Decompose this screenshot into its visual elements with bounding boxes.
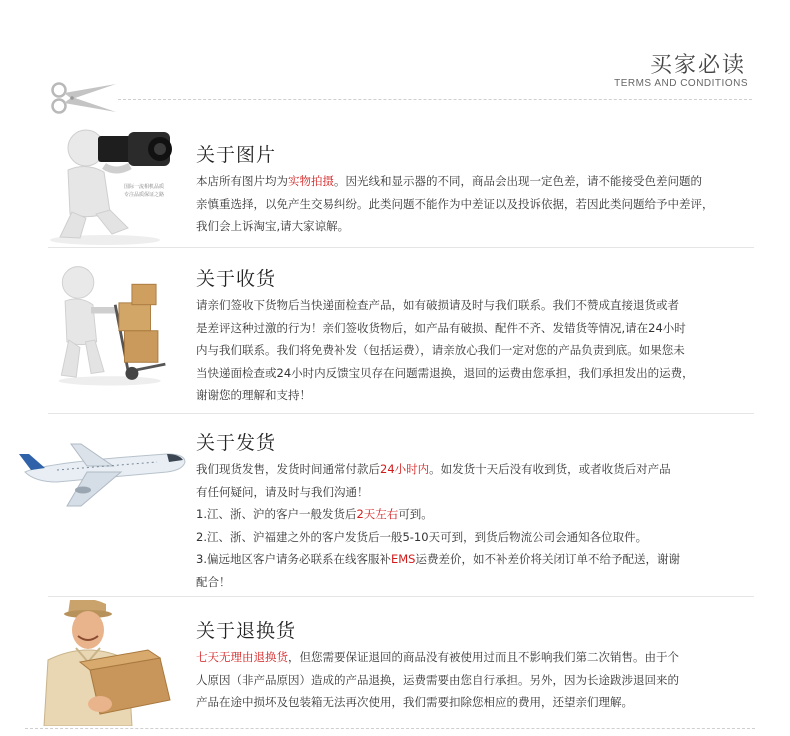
- section-photos: [0, 118, 790, 248]
- body-line: 有任何疑问，请及时与我们沟通！: [196, 484, 369, 499]
- highlight: 七天无理由退换货: [196, 650, 288, 664]
- body-line: 2.江、浙、沪福建之外的客户发货后一般5-10天可到，到货后物流公司会通知各位取件。: [196, 529, 648, 544]
- section-divider: [48, 413, 754, 414]
- body-line: 亲慎重选择，以免产生交易纠纷。此类问题不能作为中差证以及投诉依据，若因此类问题给予中差评，: [196, 196, 714, 211]
- body-line: 1.江、浙、沪的客户一般发货后2天左右可到。: [196, 507, 433, 521]
- body-line: 我们会上诉淘宝,请大家谅解。: [196, 219, 350, 233]
- hand-truck-figure-icon: [20, 262, 190, 392]
- highlight: 2天左右: [356, 507, 399, 521]
- highlight: 实物拍摄: [288, 174, 334, 188]
- body-line: 本店所有图片均为实物拍摄。因光线和显示器的不同，商品会出现一定色差，请不能接受色差问题的: [196, 174, 702, 188]
- section-title: 关于退换货: [196, 620, 297, 642]
- body-line: 是差评这种过激的行为！亲们签收货物后，如产品有破损、配件不齐、发错货等情况,请在24小时: [196, 320, 686, 335]
- camera-caption-1: 国际一流相机品质: [124, 184, 165, 190]
- section-receiving: [0, 250, 790, 410]
- body-line: 人原因（非产品原因）造成的产品退换，运费需要由您自行承担。另外，因为长途跋涉退回来的: [196, 672, 679, 687]
- header-divider: [118, 99, 752, 100]
- body-line: 配合！: [196, 574, 231, 589]
- section-body: [196, 646, 756, 714]
- section-body: [196, 458, 756, 593]
- body-line: 3.偏远地区客户请务必联系在线客服补EMS运费差价，如不补差价将关闭订单不给予配送，谢谢: [196, 552, 680, 566]
- camera-figure-icon: [20, 122, 190, 247]
- section-title: 关于图片: [196, 144, 277, 166]
- scissors-icon: [50, 80, 120, 116]
- page-subtitle: TERMS AND CONDITIONS: [614, 78, 748, 89]
- body-line: 请亲们签收下货物后当快递面检查产品，如有破损请及时与我们联系。我们不赞成直接退货或者: [196, 298, 679, 312]
- airplane-icon: [14, 432, 190, 512]
- highlight: EMS: [390, 552, 416, 566]
- section-title: 关于发货: [196, 432, 277, 454]
- body-line: 我们现货发售，发货时间通常付款后24小时内。如发货十天后没有收到货，或者收货后对产品: [196, 462, 671, 476]
- highlight: 24小时内: [380, 462, 430, 476]
- page-title: 买家必读: [649, 53, 746, 78]
- section-returns: [0, 598, 790, 726]
- camera-caption-2: 专注品质保证之路: [124, 192, 165, 198]
- section-body: [196, 294, 756, 407]
- section-divider: [48, 596, 754, 597]
- section-shipping: [0, 416, 790, 591]
- section-title: 关于收货: [196, 268, 277, 290]
- body-line: 当快递面检查或24小时内反馈宝贝存在问题需退换，退回的运费由您承担，我们承担发出的运费，: [196, 365, 694, 380]
- header: [0, 0, 790, 100]
- body-line: 谢谢您的理解和支持！: [196, 388, 311, 402]
- section-body: [196, 170, 756, 238]
- body-line: 内与我们联系。我们将免费补发（包括运费），请亲放心我们一定对您的产品负责到底。如果您未: [196, 343, 685, 357]
- delivery-man-icon: [20, 600, 190, 726]
- body-line: 七天无理由退换货，但您需要保证退回的商品没有被使用过而且不影响我们第二次销售。由于个: [196, 650, 679, 664]
- body-line: 产品在途中损坏及包装箱无法再次使用，我们需要扣除您相应的费用，还望亲们理解。: [196, 695, 633, 709]
- section-divider: [48, 247, 754, 248]
- footer-divider: [25, 728, 755, 729]
